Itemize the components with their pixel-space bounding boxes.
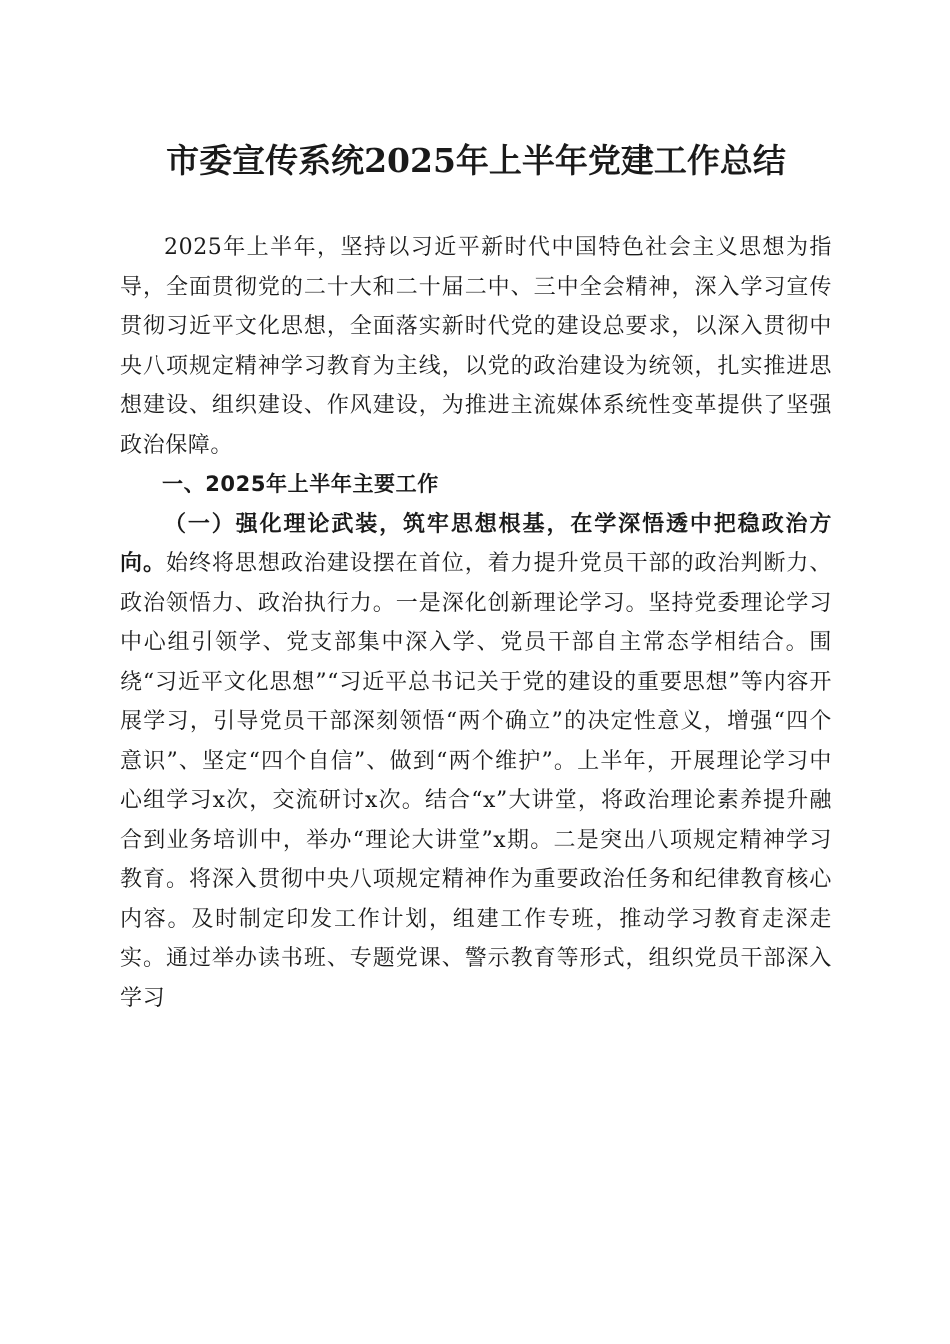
section-heading: 一、2025年上半年主要工作 xyxy=(162,472,439,496)
document-title: 市委宣传系统2025年上半年党建工作总结 xyxy=(166,141,786,180)
subsection-body: 始终将思想政治建设摆在首位，着力提升党员干部的政治判断力、政治领悟力、政治执行力。一是深化创新理论学习。坚持党委理论学习中心组引领学、党支部集中深入学、党员干部自主常态学相结合。围绕“习近平文化思想”“习近平总书记关于党的建设的重要思想”等内容开展学习，引导党员干部深刻领悟“两个确立”的决定性意义，增强“四个意识”、坚定“四个自信”、做到“两个维护”。上半年，开展理论学习中心组学习x次，交流研讨x次。结合“x”大讲堂，将政治理论素养提升融合到业务培训中，举办“理论大讲堂”x期。二是突出八项规定精神学习教育。将深入贯彻中央八项规定精神作为重要政治任务和纪律教育核心内容。及时制定印发工作计划，组建工作专班，推动学习教育走深走实。通过举办读书班、专题党课、警示教育等形式，组织党员干部深入学习 xyxy=(120,551,833,1011)
document-body xyxy=(120,228,832,1018)
subsection-heading: （一）强化理论武装，筑牢思想根基，在学深悟透中把稳政治方向。 xyxy=(120,510,832,576)
intro-paragraph: 2025年上半年，坚持以习近平新时代中国特色社会主义思想为指导，全面贯彻党的二十大和二十届二中、三中全会精神，深入学习宣传贯彻习近平文化思想，全面落实新时代党的建设总要求，以深入贯彻中央八项规定精神学习教育为主线，以党的政治建设为统领，扎实推进思想建设、组织建设、作风建设，为推进主流媒体系统性变革提供了坚强政治保障。 xyxy=(120,235,832,458)
section-paragraph xyxy=(120,505,832,1019)
